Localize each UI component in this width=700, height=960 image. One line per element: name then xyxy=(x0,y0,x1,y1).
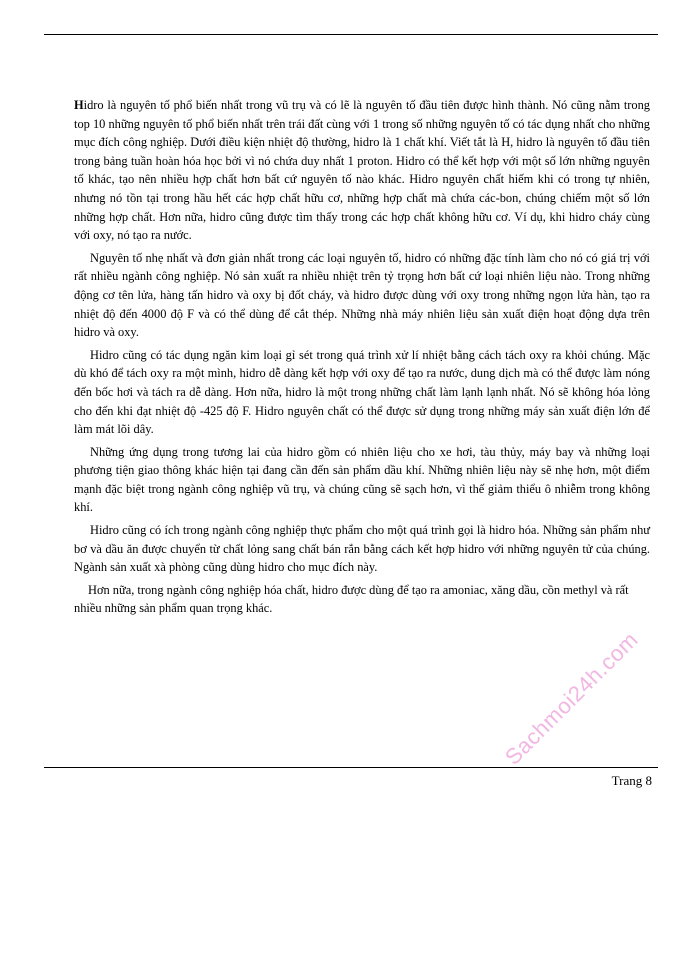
watermark: Sachmoi24h.com xyxy=(500,626,643,770)
paragraph-food-industry: Hidro cũng có ích trong ngành công nghiệp thực phẩm cho một quá trình gọi là hidro hóa. Những sản phẩm như bơ và dầu ăn được chuyển từ chất lỏng sang chất bán rắn bằng cách kết hợp hidro với những nguyên tử của chúng. Ngành sản xuất xà phòng cũng dùng hidro cho mục đích này. xyxy=(74,523,650,575)
dropcap-letter: H xyxy=(74,98,84,112)
paragraph-properties: Nguyên tố nhẹ nhất và đơn giản nhất trong các loại nguyên tố, hidro có những đặc tính làm cho nó có giá trị với rất nhiều ngành công nghiệp. Nó sản xuất ra nhiều nhiệt trên tỷ trọng hơn bất cứ loại nhiên liệu nào. Trong những động cơ tên lửa, hàng tấn hidro và oxy bị đốt cháy, và hidro được dùng với oxy trong những ngọn lửa hàn, tạo ra nhiệt độ đến 4000 độ F và có thể dùng để cắt thép. Những nhà máy nhiên liệu sản xuất điện hoạt động dựa trên hidro và oxy. xyxy=(74,250,650,340)
page-number: Trang 8 xyxy=(611,773,652,788)
paragraph-chemical-industry: Hơn nữa, trong ngành công nghiệp hóa chất, hidro được dùng để tạo ra amoniac, xăng dầu, cồn methyl và rất nhiều những sản phẩm quan trọng khác. xyxy=(74,582,629,616)
paragraph-future-uses: Những ứng dụng trong tương lai của hidro gồm có nhiên liệu cho xe hơi, tàu thủy, máy bay và những loại phương tiện giao thông khác hiện tại đang cần đến sản phẩm dầu khí. Những nhiên liệu này sẽ nhẹ hơn, một điểm mạnh đặc biệt trong ngành công nghiệp vũ trụ, và chúng cũng sẽ sạch hơn, vì thế giảm thiểu ô nhiễm trong không khí. xyxy=(74,444,650,515)
article-body xyxy=(74,96,650,622)
paragraph-intro: Hidro là nguyên tố phổ biến nhất trong vũ trụ và có lẽ là nguyên tố đầu tiên được hình thành. Nó cũng nằm trong top 10 những nguyên tố phổ biến nhất trên trái đất cùng với 1 trong số những nguyên tố có tác dụng nhất cho những mục đích công nghiệp. Dưới điều kiện nhiệt độ thường, hidro là 1 chất khí. Viết tắt là H, hidro là nguyên tố đầu tiên trong bảng tuần hoàn hóa học bởi vì nó chứa duy nhất 1 proton. Hidro có thể kết hợp với một số lớn những nguyên tố khác, tạo nên nhiều hợp chất hơn bất cứ nguyên tố nào khác. Hidro nguyên chất hiếm khi có trong tự nhiên, nhưng nó tồn tại trong hầu hết các hợp chất hữu cơ, những hợp chất mà chứa các-bon, chúng chiếm một số lớn những hợp chất. Hơn nữa, hidro cũng được tìm thấy trong các hợp chất không hữu cơ. Ví dụ, khi hidro cháy cùng với oxy, nó tạo ra nước. xyxy=(74,98,650,243)
paragraph-rust-prevention: Hidro cũng có tác dụng ngăn kim loại gỉ sét trong quá trình xử lí nhiệt bằng cách tách oxy ra khỏi chúng. Mặc dù khó để tách oxy ra một mình, hidro dễ dàng kết hợp với oxy để tạo ra nước, dung dịch mà có thể được làm nóng đến bốc hơi và tách ra dễ dàng. Hơn nữa, hidro là một trong những chất làm lạnh lạnh nhất. Nó sẽ không hóa lỏng cho đến khi đạt nhiệt độ -425 độ F. Hidro nguyên chất có thể được sử dụng trong những máy sản xuất điện lớn để làm mát lõi dây. xyxy=(74,347,650,437)
footer-rule xyxy=(44,767,658,768)
header-rule xyxy=(44,34,658,35)
